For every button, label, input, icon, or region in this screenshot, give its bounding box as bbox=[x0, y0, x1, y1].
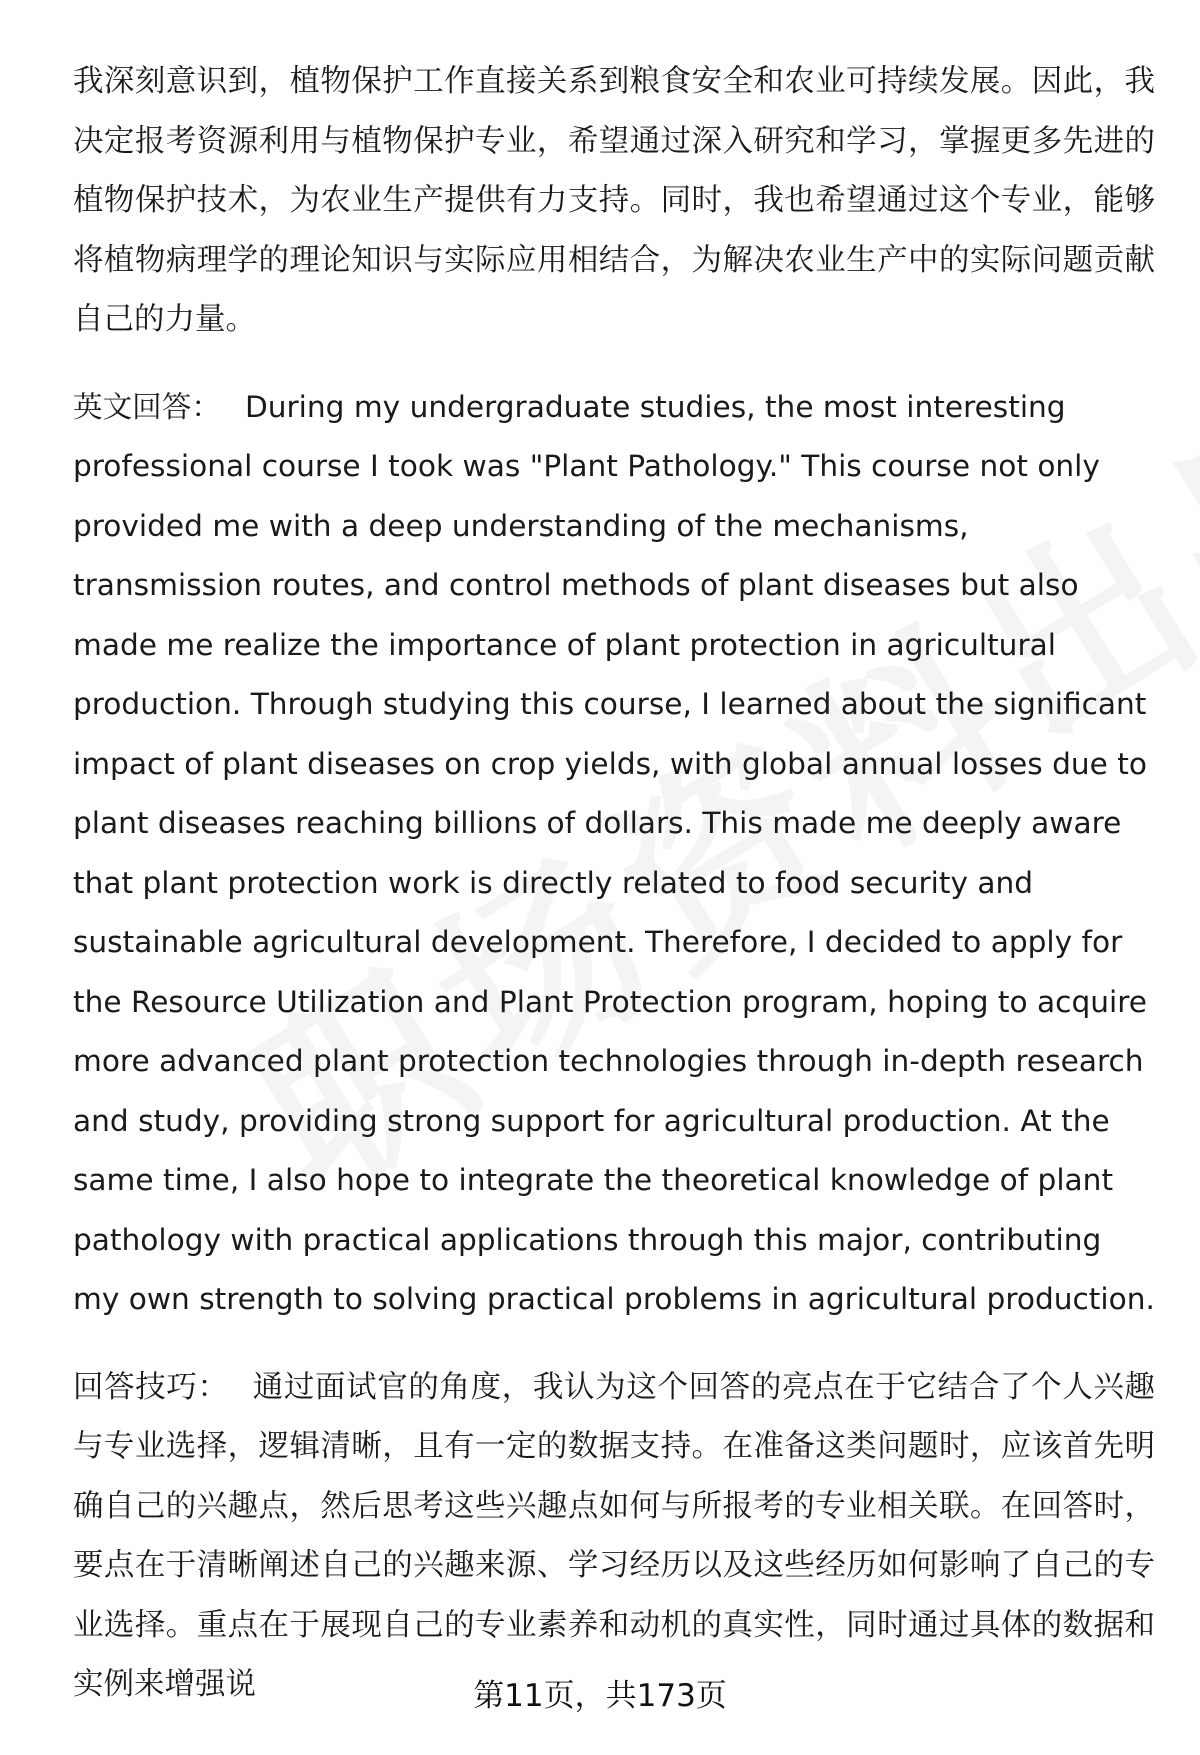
english-answer-text: During my undergraduate studies, the most interesting professional course I took was "Plant Pathology." This course not only provided me with a deep understanding of the mechanisms, transmission routes, and control methods of plant diseases but also made me realize the importance of plant protection in agricultural production. Through studying this course, I learned about the significant impact of plant diseases on crop yields, with global annual losses due to plant diseases reaching billions of dollars. This made me deeply aware that plant protection work is directly related to food security and sustainable agricultural development. Therefore, I decided to apply for the Resource Utilization and Plant Protection program, hoping to acquire more advanced plant protection technologies through in-depth research and study, providing strong support for agricultural production. At the same time, I also hope to integrate the theoretical knowledge of plant pathology with practical applications through this major, contributing my own strength to solving practical problems in agricultural production. bbox=[73, 389, 1155, 1316]
chinese-intro-paragraph: 我深刻意识到，植物保护工作直接关系到粮食安全和农业可持续发展。因此，我决定报考资源利用与植物保护专业，希望通过深入研究和学习，掌握更多先进的植物保护技术，为农业生产提供有力支持。同时，我也希望通过这个专业，能够将植物病理学的理论知识与实际应用相结合，为解决农业生产中的实际问题贡献自己的力量。 bbox=[73, 64, 1155, 337]
page-content bbox=[73, 52, 1155, 1743]
english-answer-label: 英文回答： bbox=[73, 389, 221, 424]
answer-tips-paragraph bbox=[73, 1358, 1155, 1715]
english-answer-paragraph bbox=[73, 378, 1155, 1330]
answer-tips-text: 通过面试官的角度，我认为这个回答的亮点在于它结合了个人兴趣与专业选择，逻辑清晰，且有一定的数据支持。在准备这类问题时，应该首先明确自己的兴趣点，然后思考这些兴趣点如何与所报考的专业相关联。在回答时，要点在于清晰阐述自己的兴趣来源、学习经历以及这些经历如何影响了自己的专业选择。重点在于展现自己的专业素养和动机的真实性，同时通过具体的数据和实例来增强说 bbox=[73, 1369, 1156, 1702]
page-number-footer: 第11页，共173页 bbox=[473, 1678, 727, 1714]
answer-tips-label: 回答技巧： bbox=[73, 1369, 229, 1405]
